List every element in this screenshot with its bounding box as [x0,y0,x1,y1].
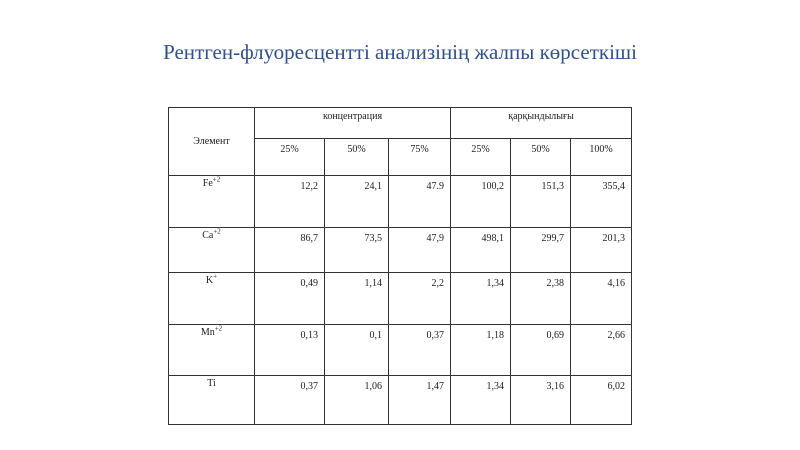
value-cell: 3,16 [511,376,571,425]
value-cell: 1,06 [325,376,389,425]
value-cell: 24,1 [325,176,389,228]
table-row [169,376,632,425]
value-cell: 12,2 [255,176,325,228]
value-cell: 0,1 [325,325,389,376]
percent-header: 75% [389,139,451,176]
element-symbol: Ti [207,378,216,389]
element-cell [169,376,255,425]
value-cell: 1,34 [451,376,511,425]
value-cell: 0,49 [255,273,325,325]
percent-header: 100% [571,139,632,176]
table-row [169,325,632,376]
value-cell: 1,14 [325,273,389,325]
value-cell: 0,37 [389,325,451,376]
value-cell: 151,3 [511,176,571,228]
element-symbol: K [205,275,214,286]
value-cell: 6,02 [571,376,632,425]
element-cell [169,176,255,228]
percent-header: 25% [255,139,325,176]
value-cell: 4,16 [571,273,632,325]
value-cell: 1,47 [389,376,451,425]
element-header: Элемент [169,108,255,176]
table-row [169,273,632,325]
value-cell: 100,2 [451,176,511,228]
data-table [168,107,632,425]
header-row-groups [169,108,632,139]
concentration-header: концентрация [255,108,451,139]
element-charge: +2 [213,227,221,236]
value-cell: 201,3 [571,228,632,273]
slide-title: Рентген-флуоресцентті анализінің жалпы көрсеткіші [163,40,637,64]
element-charge: +2 [214,324,223,333]
value-cell: 47,9 [389,228,451,273]
value-cell: 2,2 [389,273,451,325]
element-symbol: Fe [202,178,213,189]
value-cell: 2,38 [511,273,571,325]
percent-header: 50% [511,139,571,176]
value-cell: 86,7 [255,228,325,273]
value-cell: 0,37 [255,376,325,425]
element-charge: + [213,272,218,281]
value-cell: 73,5 [325,228,389,273]
element-symbol: Ca [202,230,214,241]
value-cell: 47.9 [389,176,451,228]
value-cell: 1,18 [451,325,511,376]
element-symbol: Mn [200,327,215,338]
value-cell: 355,4 [571,176,632,228]
element-cell [169,228,255,273]
intensity-header: қарқындылығы [451,108,632,139]
value-cell: 0,13 [255,325,325,376]
element-cell [169,273,255,325]
value-cell: 2,66 [571,325,632,376]
value-cell: 0,69 [511,325,571,376]
percent-header: 50% [325,139,389,176]
value-cell: 498,1 [451,228,511,273]
percent-header: 25% [451,139,511,176]
table-row [169,176,632,228]
table-row [169,228,632,273]
value-cell: 299,7 [511,228,571,273]
element-cell [169,325,255,376]
value-cell: 1,34 [451,273,511,325]
element-charge: +2 [212,175,221,184]
